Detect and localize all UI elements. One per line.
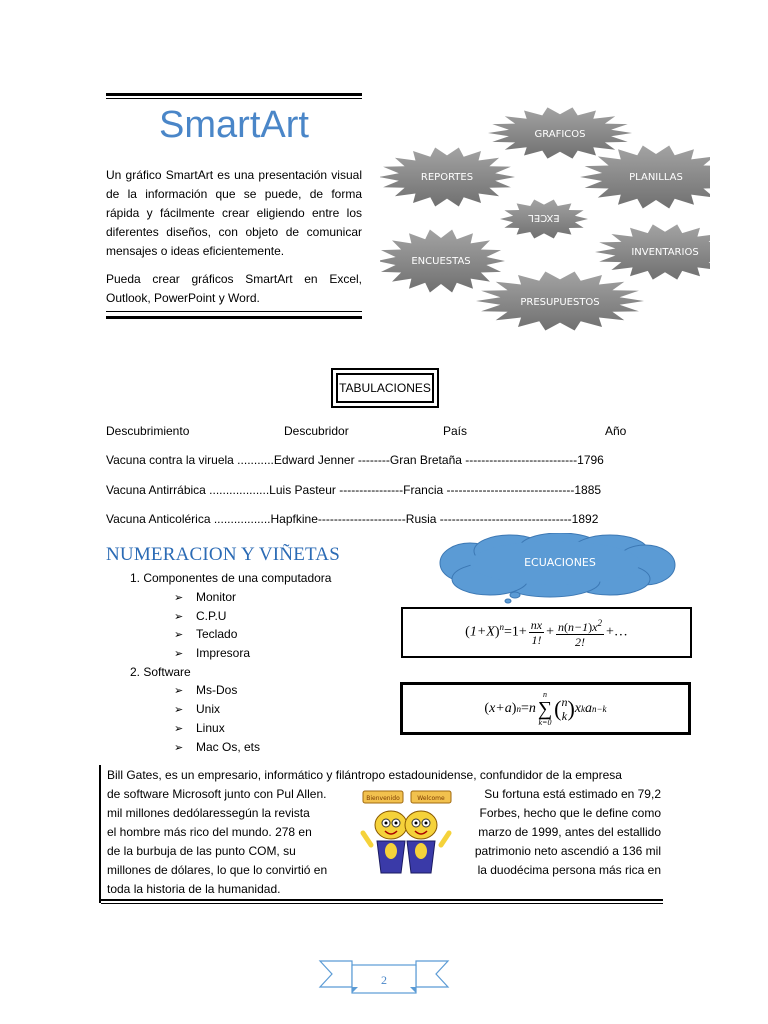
bio-left-line: de software Microsoft junto con Pul Allen. <box>107 787 327 801</box>
ecuaciones-cloud <box>430 533 680 605</box>
bio-left-line: de la burbuja de las punto COM, su <box>107 844 296 858</box>
burst-excel <box>500 200 588 239</box>
bio-left-line: el hombre más rico del mundo. 278 en <box>107 825 312 839</box>
burst-inventarios <box>595 224 710 279</box>
bio-right-line: la duodécima persona más rica en <box>477 863 661 877</box>
list-item-componentes: 1. Componentes de una computadora <box>130 571 332 585</box>
sign-left-text: Bienvenido <box>366 795 400 802</box>
arrow-bullet-icon: ➢ <box>174 704 184 716</box>
tab-row-anticolerica: Vacuna Anticolérica .................Hapfkine----------------------Rusia ---------------------------------1892 <box>106 512 599 526</box>
list-item-software: 2. Software <box>130 665 191 679</box>
sign-right-text: Welcome <box>417 795 445 802</box>
svg-text:EXCEL: EXCEL <box>528 212 560 223</box>
smartart-paragraph-2: Pueda crear gráficos SmartArt en Excel, Outlook, PowerPoint y Word. <box>106 272 362 305</box>
bio-left-border <box>99 765 101 903</box>
page-number-banner <box>318 957 450 997</box>
bullet-text: Teclado <box>196 627 238 641</box>
burst-planillas <box>580 146 710 209</box>
tabulaciones-title-box <box>331 368 439 408</box>
welcome-cartoon-image <box>357 785 455 881</box>
bio-bottom-rule-thick <box>99 899 663 901</box>
arrow-bullet-icon: ➢ <box>174 611 184 623</box>
header-pais: País <box>443 424 468 438</box>
bio-left-line: mil millones dedólaressegún la revista <box>107 806 310 820</box>
list-item <box>174 740 260 754</box>
bio-bottom-rule-thin <box>101 903 663 904</box>
list-item <box>174 627 237 641</box>
list-item <box>174 702 220 716</box>
top-rule-thin <box>106 98 362 99</box>
smartart-paragraph-1: Un gráfico SmartArt es una presentación visual de la información que se puede, de forma rápida y fácilmente crear eligiendo entre los diferentes diseños, con objeto de comunicar mensajes o ideas eficientemente. <box>106 168 362 258</box>
list-item <box>174 683 237 697</box>
top-rule-thick <box>106 93 362 96</box>
svg-text:PRESUPUESTOS: PRESUPUESTOS <box>520 297 600 308</box>
svg-text:REPORTES: REPORTES <box>420 172 474 183</box>
bio-line-full: Bill Gates, es un empresario, informático y filántropo estadounidense, confundidor de la empresa <box>107 768 622 782</box>
svg-text:ENCUESTAS: ENCUESTAS <box>411 256 471 267</box>
equation-binomial-sum: ( x+a ) n = n n ∑ k=0 ( n k ) x k a n−k <box>484 689 607 727</box>
numeracion-title: NUMERACION Y VIÑETAS <box>106 544 340 565</box>
burst-presupuestos <box>476 272 644 331</box>
bio-section <box>99 765 665 905</box>
arrow-bullet-icon: ➢ <box>174 629 184 641</box>
arrow-bullet-icon: ➢ <box>174 723 184 735</box>
bullet-text: C.P.U <box>196 609 227 623</box>
bullet-text: Impresora <box>196 646 251 660</box>
bullet-text: Linux <box>196 721 225 735</box>
equation-sum-box <box>400 682 691 735</box>
equation-binomial-box <box>401 607 692 658</box>
list-item <box>174 646 250 660</box>
smartart-burst-diagram <box>380 95 710 345</box>
burst-encuestas <box>380 230 505 293</box>
svg-text:PLANILLAS: PLANILLAS <box>629 172 683 183</box>
arrow-bullet-icon: ➢ <box>174 592 184 604</box>
bullet-text: Ms-Dos <box>196 683 238 697</box>
page-number: 2 <box>381 973 387 987</box>
tab-row-viruela: Vacuna contra la viruela ...........Edward Jenner --------Gran Bretaña ----------------------------1796 <box>106 453 604 467</box>
arrow-bullet-icon: ➢ <box>174 685 184 697</box>
bio-right-line: patrimonio neto ascendió a 136 mil <box>474 844 661 858</box>
arrow-bullet-icon: ➢ <box>174 742 184 754</box>
bottom-rule-thick <box>106 316 362 319</box>
bio-left-line: toda la historia de la humanidad. <box>107 882 281 896</box>
bio-right-line: Su fortuna está estimado en 79,2 <box>484 787 661 801</box>
bottom-rule-thin <box>106 311 362 312</box>
bullet-text: Mac Os, ets <box>196 740 261 754</box>
bullet-text: Unix <box>196 702 221 716</box>
tab-row-antirrabica: Vacuna Antirrábica ..................Luis Pasteur ----------------Francia --------------------------------1885 <box>106 483 602 497</box>
smartart-title: SmartArt <box>159 104 309 146</box>
bio-right-line: marzo de 1999, antes del estallido <box>478 825 661 839</box>
arrow-bullet-icon: ➢ <box>174 648 184 660</box>
tabulaciones-title: TABULACIONES <box>336 373 434 403</box>
list-item <box>174 590 236 604</box>
header-descubrimiento: Descubrimiento <box>106 424 190 438</box>
equation-binomial: $(1+X)^n=1+$ $\frac{nx}{1!}$ + $\frac{n(n-1)x^2}{2!}$ +… <box>465 618 628 649</box>
svg-text:INVENTARIOS: INVENTARIOS <box>631 247 699 258</box>
burst-reportes <box>380 148 515 207</box>
bio-right-line: Forbes, hecho que le define como <box>479 806 661 820</box>
burst-graficos <box>488 107 632 158</box>
bio-left-line: millones de dólares, lo que lo convirtió en <box>107 863 328 877</box>
bullet-text: Monitor <box>196 590 237 604</box>
list-item <box>174 609 226 623</box>
header-descubridor: Descubridor <box>284 424 349 438</box>
list-item <box>174 721 225 735</box>
header-anio: Año <box>605 424 627 438</box>
ecuaciones-label: ECUACIONES <box>524 556 596 569</box>
svg-text:GRAFICOS: GRAFICOS <box>534 129 586 140</box>
